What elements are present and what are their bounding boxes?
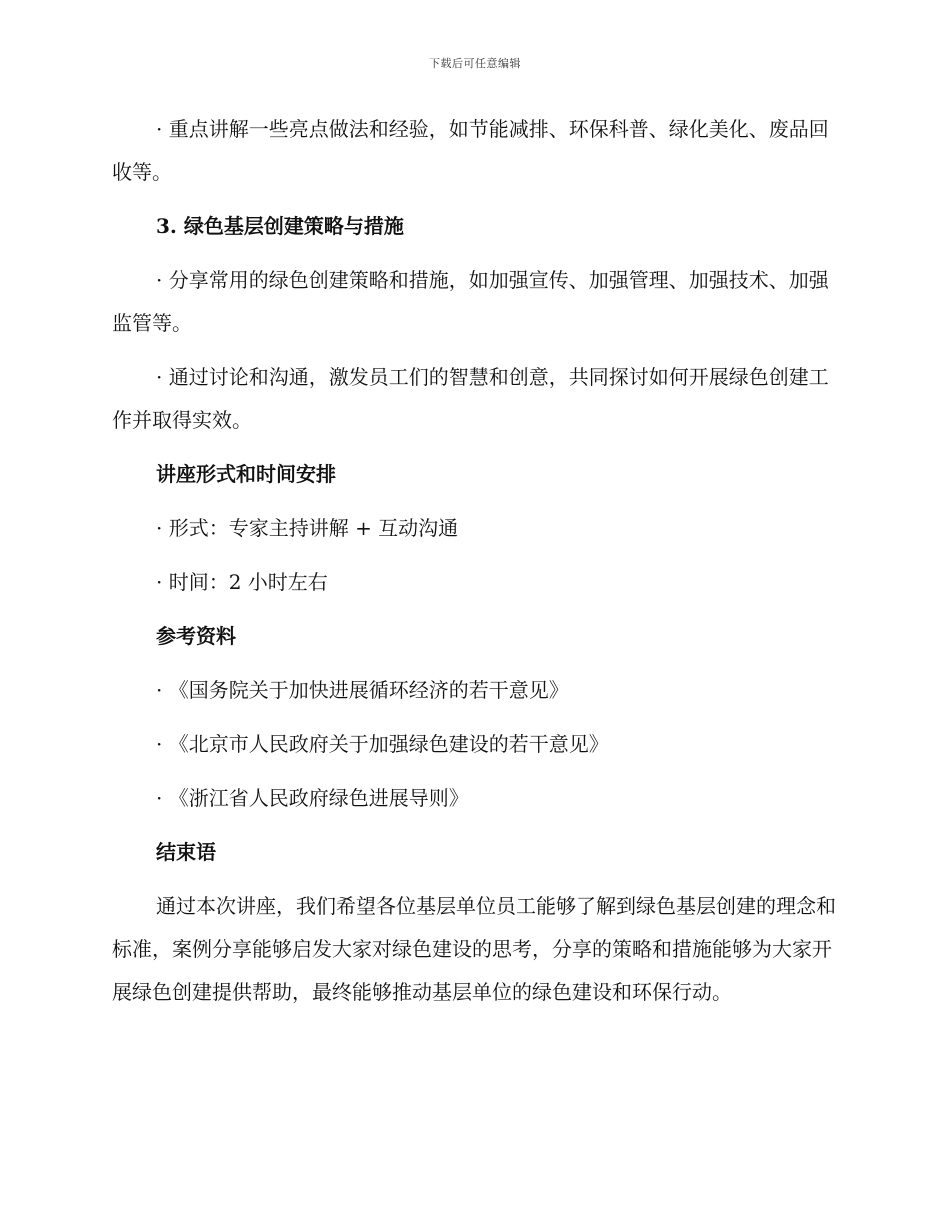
paragraph-discussion: · 通过讨论和沟通，激发员工们的智慧和创意，共同探讨如何开展绿色创建工作并取得实效。 — [112, 365, 829, 432]
heading-strategies: 3. 绿色基层创建策略与措施 — [156, 214, 404, 238]
reference-item: · 《国务院关于加快进展循环经济的若干意见》 — [156, 678, 569, 702]
paragraph-highlights: · 重点讲解一些亮点做法和经验，如节能减排、环保科普、绿化美化、废品回收等。 — [112, 117, 829, 184]
document-body — [112, 108, 840, 1025]
paragraph-format: · 形式：专家主持讲解 + 互动沟通 — [156, 516, 459, 540]
reference-item: · 《北京市人民政府关于加强绿色建设的若干意见》 — [156, 732, 609, 756]
reference-item: · 《浙江省人民政府绿色进展导则》 — [156, 786, 469, 810]
paragraph-strategies: · 分享常用的绿色创建策略和措施，如加强宣传、加强管理、加强技术、加强监管等。 — [112, 268, 829, 335]
heading-format-schedule: 讲座形式和时间安排 — [156, 462, 336, 486]
page-header: 下载后可任意编辑 — [429, 57, 521, 70]
paragraph-time: · 时间：2 小时左右 — [156, 570, 328, 594]
heading-conclusion: 结束语 — [156, 840, 216, 864]
paragraph-conclusion: 通过本次讲座，我们希望各位基层单位员工能够了解到绿色基层创建的理念和标准，案例分享能够启发大家对绿色建设的思考，分享的策略和措施能够为大家开展绿色创建提供帮助，最终能够推动基层单位的绿色建设和环保行动。 — [112, 894, 836, 1004]
heading-references: 参考资料 — [156, 624, 236, 648]
